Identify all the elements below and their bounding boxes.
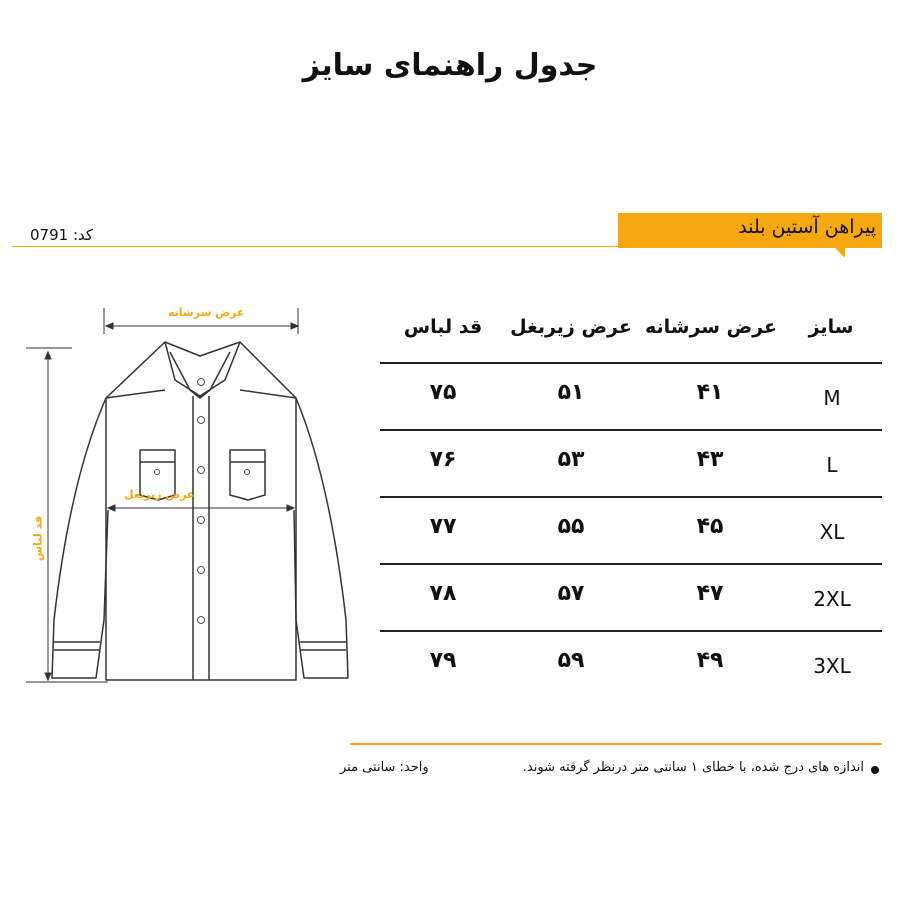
shirt-button bbox=[198, 467, 205, 474]
table-cell-size: XL bbox=[819, 520, 845, 544]
table-cell-size: 2XL bbox=[813, 587, 851, 611]
shirt-left-sleeve bbox=[52, 398, 108, 678]
table-row-divider bbox=[380, 630, 882, 632]
table-cell-length: ۷۹ bbox=[429, 648, 457, 673]
table-cell-chest: ۵۳ bbox=[557, 447, 585, 472]
shirt-button bbox=[245, 470, 250, 475]
table-cell-length: ۷۵ bbox=[429, 380, 457, 405]
column-header-chest: عرض زیربغل bbox=[510, 316, 632, 338]
shoulder-width-label: عرض سرشانه bbox=[168, 306, 245, 319]
table-cell-chest: ۵۹ bbox=[557, 648, 585, 673]
table-cell-shoulder: ۴۱ bbox=[696, 380, 724, 405]
column-header-size: سایز bbox=[808, 316, 854, 338]
table-cell-size: M bbox=[823, 386, 841, 410]
product-code bbox=[30, 226, 110, 244]
table-row-divider bbox=[380, 362, 882, 364]
table-cell-shoulder: ۴۷ bbox=[696, 581, 724, 606]
table-cell-chest: ۵۵ bbox=[557, 514, 585, 539]
shirt-right-sleeve bbox=[294, 398, 348, 678]
shirt-body-outline bbox=[106, 342, 296, 680]
table-cell-shoulder: ۴۹ bbox=[696, 648, 724, 673]
table-cell-length: ۷۸ bbox=[429, 581, 457, 606]
column-header-length: قد لباس bbox=[403, 316, 483, 338]
header-divider bbox=[12, 246, 618, 247]
table-cell-size: L bbox=[826, 453, 838, 477]
table-cell-shoulder: ۴۳ bbox=[696, 447, 724, 472]
shirt-right-cuff bbox=[300, 642, 346, 650]
tolerance-note: اندازه های درج شده، با خطای ۱ سانتی متر درنظر گرفته شوند. bbox=[522, 760, 864, 775]
table-row-divider bbox=[380, 429, 882, 431]
shirt-right-pocket bbox=[230, 450, 265, 500]
table-cell-size: 3XL bbox=[813, 654, 851, 678]
shirt-collar bbox=[165, 342, 240, 398]
shirt-button bbox=[155, 470, 160, 475]
table-cell-chest: ۵۷ bbox=[557, 581, 585, 606]
chest-width-label: عرض زیربغل bbox=[124, 488, 195, 501]
table-cell-length: ۷۷ bbox=[429, 514, 457, 539]
unit-note: واحد: سانتی متر bbox=[340, 760, 429, 775]
table-row-divider bbox=[380, 496, 882, 498]
shirt-button bbox=[198, 379, 205, 386]
page-title: جدول راهنمای سایز bbox=[302, 48, 598, 83]
product-code-value: 0791 bbox=[30, 226, 69, 244]
banner-notch bbox=[834, 247, 845, 258]
table-cell-chest: ۵۱ bbox=[557, 380, 585, 405]
shirt-left-cuff bbox=[54, 642, 100, 650]
table-cell-length: ۷۶ bbox=[429, 447, 457, 472]
table-row-divider bbox=[380, 563, 882, 565]
shirt-button bbox=[198, 517, 205, 524]
shirt-button bbox=[198, 567, 205, 574]
shirt-placket bbox=[193, 396, 209, 680]
product-name: پیراهن آستین بلند bbox=[738, 216, 876, 238]
shirt-button bbox=[198, 617, 205, 624]
column-header-shoulder: عرض سرشانه bbox=[645, 316, 777, 338]
shirt-button bbox=[198, 417, 205, 424]
product-code-label: کد: bbox=[72, 226, 94, 244]
footer-divider bbox=[350, 743, 882, 745]
table-cell-shoulder: ۴۵ bbox=[696, 514, 724, 539]
bullet-icon bbox=[871, 766, 879, 774]
length-label: قد لباس bbox=[31, 515, 45, 562]
